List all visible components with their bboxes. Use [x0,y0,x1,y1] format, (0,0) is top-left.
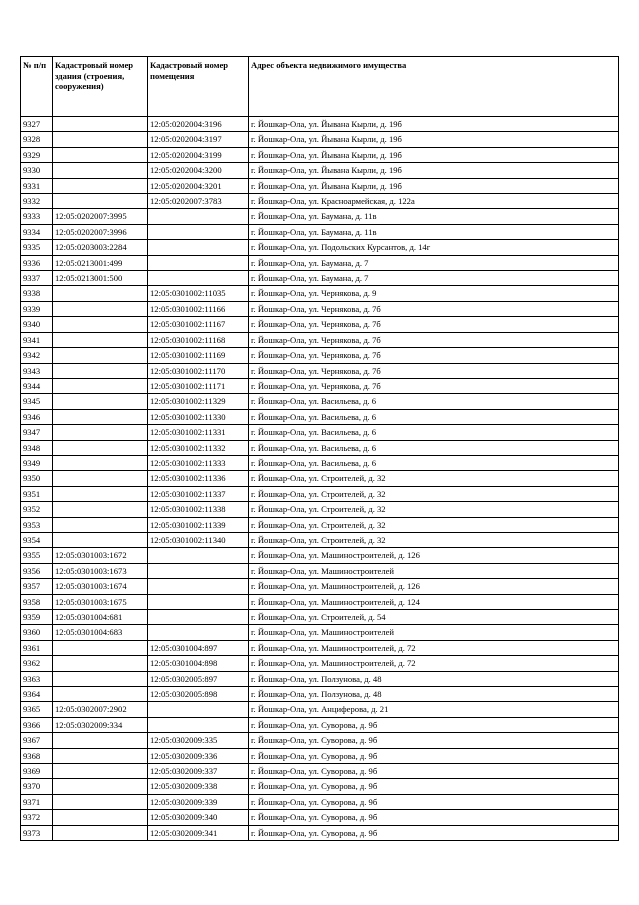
cell-address: г. Йошкар-Ола, ул. Суворова, д. 9б [249,779,619,794]
cell-building-cadastral-number [53,455,148,470]
cell-address: г. Йошкар-Ола, ул. Подольских Курсантов, д. 14г [249,240,619,255]
cell-address: г. Йошкар-Ола, ул. Суворова, д. 9б [249,717,619,732]
cell-premises-cadastral-number: 12:05:0301002:11330 [148,409,249,424]
cell-row-number: 9349 [21,455,53,470]
cell-row-number: 9372 [21,810,53,825]
cell-premises-cadastral-number: 12:05:0301002:11170 [148,363,249,378]
cell-building-cadastral-number [53,286,148,301]
cell-row-number: 9363 [21,671,53,686]
cell-premises-cadastral-number: 12:05:0301002:11340 [148,532,249,547]
table-row [21,702,619,717]
cell-address: г. Йошкар-Ола, ул. Машиностроителей, д. 72 [249,656,619,671]
cell-building-cadastral-number [53,317,148,332]
cell-building-cadastral-number [53,363,148,378]
cell-row-number: 9366 [21,717,53,732]
cell-premises-cadastral-number [148,209,249,224]
cell-row-number: 9365 [21,702,53,717]
cell-premises-cadastral-number: 12:05:0301002:11339 [148,517,249,532]
cell-row-number: 9354 [21,532,53,547]
cell-building-cadastral-number [53,733,148,748]
cell-row-number: 9370 [21,779,53,794]
cell-address: г. Йошкар-Ола, ул. Строителей, д. 32 [249,486,619,501]
cell-premises-cadastral-number: 12:05:0202004:3197 [148,132,249,147]
cell-building-cadastral-number [53,471,148,486]
table-row [21,548,619,563]
cell-row-number: 9346 [21,409,53,424]
cell-premises-cadastral-number [148,717,249,732]
cell-row-number: 9339 [21,301,53,316]
table-row [21,486,619,501]
table-row [21,378,619,393]
table-row [21,409,619,424]
cell-premises-cadastral-number: 12:05:0302009:341 [148,825,249,840]
cell-building-cadastral-number [53,687,148,702]
table-row [21,563,619,578]
cell-address: г. Йошкар-Ола, ул. Йывана Кырли, д. 19б [249,178,619,193]
cell-building-cadastral-number: 12:05:0301004:681 [53,610,148,625]
cell-premises-cadastral-number [148,594,249,609]
cell-row-number: 9347 [21,425,53,440]
cell-premises-cadastral-number: 12:05:0302009:338 [148,779,249,794]
cell-premises-cadastral-number: 12:05:0302009:337 [148,764,249,779]
cell-row-number: 9343 [21,363,53,378]
table-row [21,610,619,625]
table-row [21,579,619,594]
cell-premises-cadastral-number: 12:05:0301002:11333 [148,455,249,470]
cell-building-cadastral-number [53,132,148,147]
cell-address: г. Йошкар-Ола, ул. Красноармейская, д. 122а [249,194,619,209]
cell-row-number: 9361 [21,640,53,655]
cell-address: г. Йошкар-Ола, ул. Баумана, д. 11в [249,209,619,224]
cell-row-number: 9369 [21,764,53,779]
cell-address: г. Йошкар-Ола, ул. Суворова, д. 9б [249,748,619,763]
cell-address: г. Йошкар-Ола, ул. Васильева, д. 6 [249,440,619,455]
cell-address: г. Йошкар-Ола, ул. Чернякова, д. 7б [249,317,619,332]
cell-premises-cadastral-number: 12:05:0301002:11331 [148,425,249,440]
cell-premises-cadastral-number: 12:05:0202007:3783 [148,194,249,209]
cell-address: г. Йошкар-Ола, ул. Йывана Кырли, д. 19б [249,117,619,132]
cell-row-number: 9373 [21,825,53,840]
cell-row-number: 9368 [21,748,53,763]
cell-building-cadastral-number: 12:05:0301003:1673 [53,563,148,578]
cell-row-number: 9331 [21,178,53,193]
cell-building-cadastral-number [53,117,148,132]
cell-building-cadastral-number [53,671,148,686]
header-premises-cadastral-number: Кадастровый номер помещения [148,57,249,117]
cell-row-number: 9328 [21,132,53,147]
registry-table [20,56,619,841]
cell-address: г. Йошкар-Ола, ул. Йывана Кырли, д. 19б [249,132,619,147]
header-building-cadastral-number: Кадастровый номер здания (строения, сооружения) [53,57,148,117]
cell-address: г. Йошкар-Ола, ул. Васильева, д. 6 [249,455,619,470]
table-row [21,532,619,547]
cell-building-cadastral-number [53,332,148,347]
cell-address: г. Йошкар-Ола, ул. Йывана Кырли, д. 19б [249,147,619,162]
cell-premises-cadastral-number: 12:05:0301002:11337 [148,486,249,501]
cell-premises-cadastral-number: 12:05:0301002:11166 [148,301,249,316]
cell-premises-cadastral-number: 12:05:0301002:11168 [148,332,249,347]
cell-address: г. Йошкар-Ола, ул. Машиностроителей, д. 72 [249,640,619,655]
cell-address: г. Йошкар-Ола, ул. Машиностроителей [249,563,619,578]
cell-address: г. Йошкар-Ола, ул. Суворова, д. 9б [249,794,619,809]
table-row [21,471,619,486]
cell-building-cadastral-number [53,656,148,671]
table-row [21,332,619,347]
cell-row-number: 9341 [21,332,53,347]
table-row [21,286,619,301]
cell-premises-cadastral-number: 12:05:0301004:897 [148,640,249,655]
cell-address: г. Йошкар-Ола, ул. Чернякова, д. 7б [249,348,619,363]
cell-address: г. Йошкар-Ола, ул. Баумана, д. 7 [249,271,619,286]
cell-premises-cadastral-number: 12:05:0301002:11167 [148,317,249,332]
cell-address: г. Йошкар-Ола, ул. Ползунова, д. 48 [249,687,619,702]
cell-premises-cadastral-number [148,224,249,239]
cell-address: г. Йошкар-Ола, ул. Чернякова, д. 7б [249,332,619,347]
cell-row-number: 9336 [21,255,53,270]
table-row [21,394,619,409]
table-row [21,363,619,378]
cell-building-cadastral-number [53,378,148,393]
cell-row-number: 9330 [21,163,53,178]
table-row [21,779,619,794]
cell-premises-cadastral-number [148,702,249,717]
cell-row-number: 9351 [21,486,53,501]
cell-building-cadastral-number [53,779,148,794]
cell-premises-cadastral-number: 12:05:0301002:11329 [148,394,249,409]
table-row [21,517,619,532]
cell-premises-cadastral-number [148,240,249,255]
cell-premises-cadastral-number: 12:05:0301002:11336 [148,471,249,486]
cell-premises-cadastral-number: 12:05:0302009:335 [148,733,249,748]
cell-building-cadastral-number [53,810,148,825]
cell-premises-cadastral-number [148,271,249,286]
cell-address: г. Йошкар-Ола, ул. Йывана Кырли, д. 19б [249,163,619,178]
cell-row-number: 9332 [21,194,53,209]
cell-address: г. Йошкар-Ола, ул. Строителей, д. 32 [249,517,619,532]
table-row [21,301,619,316]
cell-premises-cadastral-number: 12:05:0202004:3200 [148,163,249,178]
cell-row-number: 9345 [21,394,53,409]
table-row [21,717,619,732]
cell-premises-cadastral-number [148,255,249,270]
cell-building-cadastral-number [53,532,148,547]
cell-address: г. Йошкар-Ола, ул. Чернякова, д. 9 [249,286,619,301]
cell-address: г. Йошкар-Ола, ул. Ползунова, д. 48 [249,671,619,686]
cell-premises-cadastral-number [148,563,249,578]
cell-building-cadastral-number [53,194,148,209]
cell-row-number: 9364 [21,687,53,702]
cell-building-cadastral-number [53,764,148,779]
cell-building-cadastral-number [53,348,148,363]
table-row [21,455,619,470]
cell-premises-cadastral-number: 12:05:0302009:336 [148,748,249,763]
cell-row-number: 9344 [21,378,53,393]
cell-row-number: 9327 [21,117,53,132]
cell-premises-cadastral-number [148,579,249,594]
table-row [21,209,619,224]
cell-address: г. Йошкар-Ола, ул. Васильева, д. 6 [249,409,619,424]
table-row [21,640,619,655]
cell-premises-cadastral-number: 12:05:0301004:898 [148,656,249,671]
cell-premises-cadastral-number: 12:05:0301002:11169 [148,348,249,363]
table-row [21,440,619,455]
table-row [21,147,619,162]
cell-row-number: 9355 [21,548,53,563]
cell-premises-cadastral-number: 12:05:0301002:11171 [148,378,249,393]
cell-building-cadastral-number: 12:05:0301003:1675 [53,594,148,609]
cell-building-cadastral-number [53,440,148,455]
table-row [21,825,619,840]
cell-address: г. Йошкар-Ола, ул. Васильева, д. 6 [249,425,619,440]
cell-building-cadastral-number: 12:05:0202007:3996 [53,224,148,239]
cell-address: г. Йошкар-Ола, ул. Чернякова, д. 7б [249,301,619,316]
table-row [21,132,619,147]
cell-building-cadastral-number: 12:05:0301003:1674 [53,579,148,594]
cell-premises-cadastral-number: 12:05:0301002:11338 [148,502,249,517]
cell-address: г. Йошкар-Ола, ул. Суворова, д. 9б [249,810,619,825]
cell-address: г. Йошкар-Ола, ул. Баумана, д. 11в [249,224,619,239]
table-row [21,425,619,440]
cell-premises-cadastral-number: 12:05:0301002:11035 [148,286,249,301]
cell-premises-cadastral-number: 12:05:0302005:898 [148,687,249,702]
table-body [21,117,619,841]
cell-premises-cadastral-number: 12:05:0302009:339 [148,794,249,809]
cell-building-cadastral-number: 12:05:0301003:1672 [53,548,148,563]
table-row [21,733,619,748]
table-row [21,656,619,671]
cell-address: г. Йошкар-Ола, ул. Чернякова, д. 7б [249,378,619,393]
cell-address: г. Йошкар-Ола, ул. Баумана, д. 7 [249,255,619,270]
cell-premises-cadastral-number [148,625,249,640]
table-row [21,317,619,332]
cell-building-cadastral-number [53,409,148,424]
cell-building-cadastral-number [53,163,148,178]
cell-building-cadastral-number: 12:05:0202007:3995 [53,209,148,224]
table-row [21,764,619,779]
cell-row-number: 9334 [21,224,53,239]
cell-building-cadastral-number: 12:05:0203003:2284 [53,240,148,255]
table-row [21,594,619,609]
cell-address: г. Йошкар-Ола, ул. Строителей, д. 32 [249,471,619,486]
cell-row-number: 9352 [21,502,53,517]
cell-premises-cadastral-number: 12:05:0301002:11332 [148,440,249,455]
cell-row-number: 9337 [21,271,53,286]
table-row [21,810,619,825]
table-row [21,671,619,686]
table-row [21,794,619,809]
cell-address: г. Йошкар-Ола, ул. Машиностроителей, д. 126 [249,548,619,563]
cell-row-number: 9353 [21,517,53,532]
cell-row-number: 9360 [21,625,53,640]
cell-row-number: 9371 [21,794,53,809]
table-row [21,625,619,640]
table-row [21,224,619,239]
cell-row-number: 9356 [21,563,53,578]
cell-building-cadastral-number [53,640,148,655]
cell-building-cadastral-number [53,748,148,763]
table-header [21,57,619,117]
cell-building-cadastral-number [53,502,148,517]
cell-row-number: 9359 [21,610,53,625]
header-address: Адрес объекта недвижимого имущества [249,57,619,117]
cell-building-cadastral-number [53,394,148,409]
cell-row-number: 9340 [21,317,53,332]
cell-premises-cadastral-number [148,610,249,625]
cell-row-number: 9333 [21,209,53,224]
cell-row-number: 9357 [21,579,53,594]
cell-address: г. Йошкар-Ола, ул. Суворова, д. 9б [249,733,619,748]
cell-row-number: 9367 [21,733,53,748]
cell-building-cadastral-number [53,794,148,809]
cell-address: г. Йошкар-Ола, ул. Анциферова, д. 21 [249,702,619,717]
cell-row-number: 9348 [21,440,53,455]
cell-building-cadastral-number [53,825,148,840]
cell-building-cadastral-number [53,517,148,532]
cell-premises-cadastral-number: 12:05:0202004:3201 [148,178,249,193]
cell-row-number: 9350 [21,471,53,486]
cell-address: г. Йошкар-Ола, ул. Машиностроителей, д. 126 [249,579,619,594]
table-row [21,348,619,363]
table-row [21,687,619,702]
table-row [21,163,619,178]
table-row [21,117,619,132]
cell-address: г. Йошкар-Ола, ул. Суворова, д. 9б [249,825,619,840]
cell-building-cadastral-number: 12:05:0302009:334 [53,717,148,732]
cell-building-cadastral-number: 12:05:0213001:500 [53,271,148,286]
table-row [21,240,619,255]
cell-address: г. Йошкар-Ола, ул. Строителей, д. 32 [249,532,619,547]
cell-building-cadastral-number [53,147,148,162]
cell-row-number: 9335 [21,240,53,255]
cell-row-number: 9338 [21,286,53,301]
cell-address: г. Йошкар-Ола, ул. Машиностроителей [249,625,619,640]
cell-building-cadastral-number [53,425,148,440]
cell-address: г. Йошкар-Ола, ул. Машиностроителей, д. 124 [249,594,619,609]
table-row [21,178,619,193]
cell-address: г. Йошкар-Ола, ул. Чернякова, д. 7б [249,363,619,378]
cell-building-cadastral-number: 12:05:0301004:683 [53,625,148,640]
cell-building-cadastral-number: 12:05:0213001:499 [53,255,148,270]
cell-row-number: 9329 [21,147,53,162]
cell-building-cadastral-number [53,178,148,193]
cell-premises-cadastral-number: 12:05:0202004:3196 [148,117,249,132]
cell-premises-cadastral-number: 12:05:0202004:3199 [148,147,249,162]
cell-row-number: 9342 [21,348,53,363]
table-row [21,194,619,209]
header-row-number: № п/п [21,57,53,117]
cell-address: г. Йошкар-Ола, ул. Васильева, д. 6 [249,394,619,409]
table-row [21,748,619,763]
cell-address: г. Йошкар-Ола, ул. Суворова, д. 9б [249,764,619,779]
cell-premises-cadastral-number: 12:05:0302005:897 [148,671,249,686]
table-row [21,255,619,270]
cell-building-cadastral-number [53,301,148,316]
cell-building-cadastral-number [53,486,148,501]
table-row [21,502,619,517]
cell-premises-cadastral-number: 12:05:0302009:340 [148,810,249,825]
cell-building-cadastral-number: 12:05:0302007:2902 [53,702,148,717]
cell-row-number: 9358 [21,594,53,609]
cell-address: г. Йошкар-Ола, ул. Строителей, д. 32 [249,502,619,517]
cell-row-number: 9362 [21,656,53,671]
header-row [21,57,619,117]
cell-address: г. Йошкар-Ола, ул. Строителей, д. 54 [249,610,619,625]
table-row [21,271,619,286]
cell-premises-cadastral-number [148,548,249,563]
